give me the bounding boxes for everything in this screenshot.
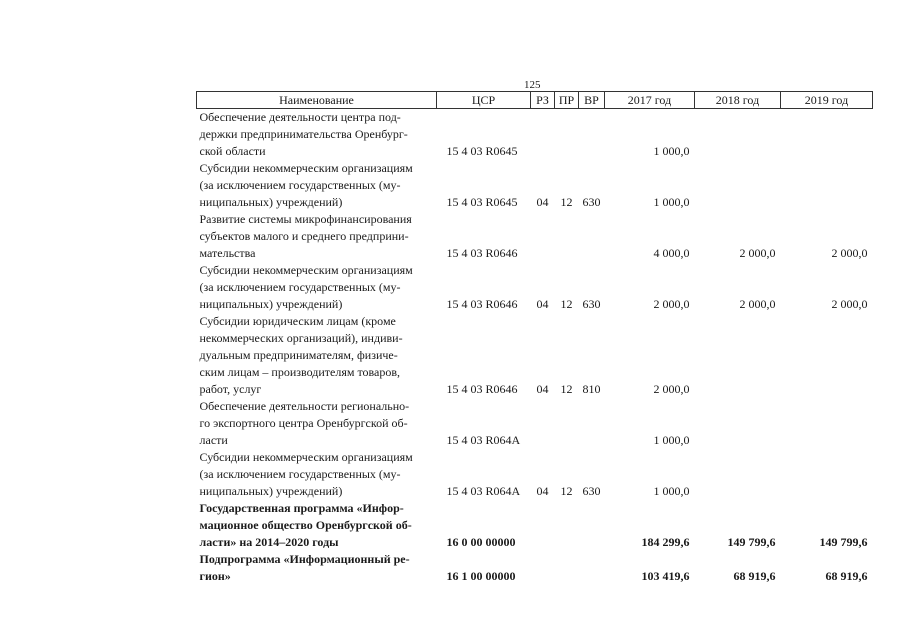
page-number: 125	[524, 79, 541, 91]
row-2019	[781, 109, 873, 161]
row-2019: 2 000,0	[831, 297, 868, 311]
row-vr	[579, 211, 605, 262]
row-2018	[695, 398, 781, 449]
row-pr: 12	[560, 382, 573, 396]
row-vr: 630	[582, 297, 601, 311]
row-rz	[531, 500, 555, 551]
row-csr: 15 4 03 R064A	[446, 433, 521, 447]
row-2019	[781, 398, 873, 449]
table-body	[197, 109, 873, 586]
row-2019: 2 000,0	[831, 246, 868, 260]
row-pr	[555, 398, 579, 449]
row-2017: 4 000,0	[653, 246, 690, 260]
row-name-line: дуальным предпринимателям, физиче-	[199, 348, 398, 362]
row-name-line: ниципальных) учреждений)	[199, 484, 343, 498]
row-2017: 1 000,0	[653, 195, 690, 209]
table-row	[197, 398, 873, 449]
row-name-line: субъектов малого и среднего предприни-	[199, 229, 409, 243]
row-2018	[695, 160, 781, 211]
row-pr: 12	[560, 195, 573, 209]
row-2017: 2 000,0	[653, 297, 690, 311]
row-name-line: некоммерческих организаций), индиви-	[199, 331, 403, 345]
row-name-line: (за исключением государственных (му-	[199, 467, 401, 481]
row-csr: 15 4 03 R064A	[446, 484, 521, 498]
row-vr	[579, 398, 605, 449]
row-name-line: Субсидии некоммерческим организациям	[199, 450, 413, 464]
row-name-line: (за исключением государственных (му-	[199, 178, 401, 192]
row-csr: 16 0 00 00000	[446, 535, 516, 549]
table-row	[197, 262, 873, 313]
row-name	[197, 211, 437, 262]
row-2018	[695, 449, 781, 500]
row-name	[197, 551, 437, 585]
row-pr	[555, 211, 579, 262]
row-name-line: Субсидии некоммерческим организациям	[199, 263, 413, 277]
budget-table	[196, 91, 873, 585]
row-2018	[695, 109, 781, 161]
row-name	[197, 398, 437, 449]
row-name	[197, 313, 437, 398]
header-2019: 2019 год	[781, 92, 873, 109]
row-name-line: Субсидии юридическим лицам (кроме	[199, 314, 396, 328]
row-csr: 15 4 03 R0646	[446, 382, 518, 396]
row-name-line: ниципальных) учреждений)	[199, 195, 343, 209]
row-2018: 68 919,6	[733, 569, 776, 583]
header-vr: ВР	[579, 92, 605, 109]
row-vr: 630	[582, 195, 601, 209]
row-name-line: Подпрограмма «Информационный ре-	[199, 552, 410, 566]
row-2019: 149 799,6	[819, 535, 868, 549]
row-2017: 1 000,0	[653, 144, 690, 158]
header-2017: 2017 год	[605, 92, 695, 109]
row-vr	[579, 500, 605, 551]
row-2017: 1 000,0	[653, 433, 690, 447]
table-row	[197, 109, 873, 161]
row-2019: 68 919,6	[825, 569, 868, 583]
header-name: Наименование	[197, 92, 437, 109]
row-name	[197, 160, 437, 211]
row-rz: 04	[536, 297, 549, 311]
table-row	[197, 500, 873, 551]
row-pr	[555, 109, 579, 161]
table-row	[197, 551, 873, 585]
row-rz: 04	[536, 484, 549, 498]
table-row	[197, 160, 873, 211]
row-csr: 15 4 03 R0646	[446, 297, 518, 311]
row-2019	[781, 313, 873, 398]
row-name-line: ской области	[199, 144, 266, 158]
table-header-row	[197, 92, 873, 109]
row-name-line: мационное общество Оренбургской об-	[199, 518, 412, 532]
table-row	[197, 449, 873, 500]
row-2017: 184 299,6	[641, 535, 690, 549]
row-2018: 2 000,0	[739, 246, 776, 260]
row-vr: 810	[582, 382, 601, 396]
header-csr: ЦСР	[437, 92, 531, 109]
row-name	[197, 262, 437, 313]
header-2018: 2018 год	[695, 92, 781, 109]
row-csr: 15 4 03 R0646	[446, 246, 518, 260]
row-2018: 149 799,6	[727, 535, 776, 549]
row-pr	[555, 500, 579, 551]
row-name-line: Государственная программа «Инфор-	[199, 501, 404, 515]
row-name-line: ласти	[199, 433, 228, 447]
row-2017: 1 000,0	[653, 484, 690, 498]
table-row	[197, 313, 873, 398]
row-rz	[531, 211, 555, 262]
row-name-line: мательства	[199, 246, 256, 260]
row-csr: 15 4 03 R0645	[446, 144, 518, 158]
row-rz	[531, 398, 555, 449]
row-pr	[555, 551, 579, 585]
row-name-line: ским лицам – производителям товаров,	[199, 365, 401, 379]
row-vr	[579, 109, 605, 161]
row-vr	[579, 551, 605, 585]
table-row	[197, 211, 873, 262]
row-2018: 2 000,0	[739, 297, 776, 311]
row-2017: 2 000,0	[653, 382, 690, 396]
row-pr: 12	[560, 484, 573, 498]
row-rz: 04	[536, 195, 549, 209]
row-name	[197, 109, 437, 161]
row-name	[197, 500, 437, 551]
row-name-line: Обеспечение деятельности регионально-	[199, 399, 410, 413]
row-name-line: (за исключением государственных (му-	[199, 280, 401, 294]
row-name-line: держки предпринимательства Оренбург-	[199, 127, 408, 141]
row-vr: 630	[582, 484, 601, 498]
row-rz	[531, 551, 555, 585]
row-name-line: Субсидии некоммерческим организациям	[199, 161, 413, 175]
row-name-line: Развитие системы микрофинансирования	[199, 212, 412, 226]
row-name-line: го экспортного центра Оренбургской об-	[199, 416, 408, 430]
row-2017: 103 419,6	[641, 569, 690, 583]
row-name-line: Обеспечение деятельности центра под-	[199, 110, 401, 124]
row-name-line: работ, услуг	[199, 382, 262, 396]
row-2018	[695, 313, 781, 398]
row-name-line: ниципальных) учреждений)	[199, 297, 343, 311]
row-pr: 12	[560, 297, 573, 311]
row-csr: 15 4 03 R0645	[446, 195, 518, 209]
row-rz	[531, 109, 555, 161]
row-name-line: гион»	[199, 569, 231, 583]
row-2019	[781, 449, 873, 500]
row-name	[197, 449, 437, 500]
row-csr: 16 1 00 00000	[446, 569, 516, 583]
header-rz: РЗ	[531, 92, 555, 109]
row-2019	[781, 160, 873, 211]
row-name-line: ласти» на 2014–2020 годы	[199, 535, 339, 549]
header-pr: ПР	[555, 92, 579, 109]
row-rz: 04	[536, 382, 549, 396]
